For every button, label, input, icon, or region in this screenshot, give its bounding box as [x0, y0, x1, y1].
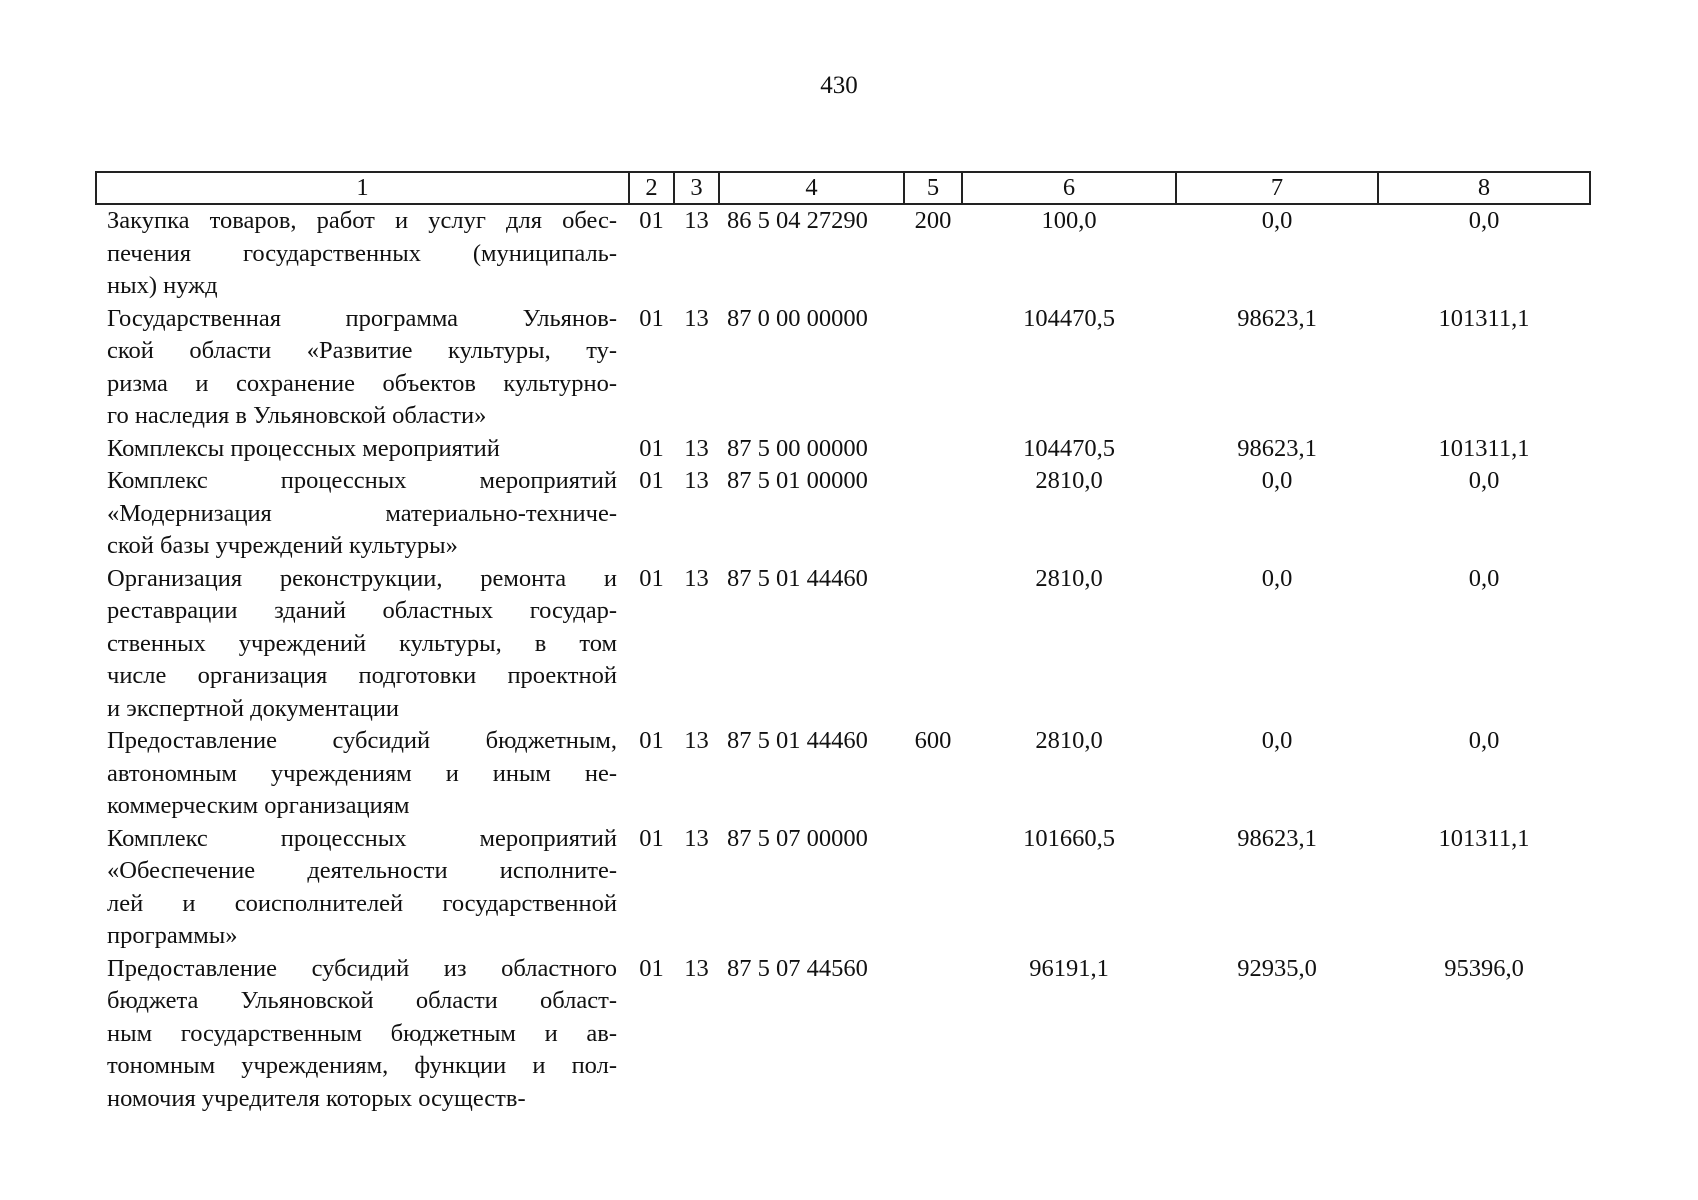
amount-year2-cell: 92935,0: [1237, 954, 1317, 982]
target-article-cell: 87 5 00 00000: [727, 434, 868, 462]
row-name-line: бюджета Ульяновской области област-: [107, 987, 617, 1014]
amount-year3-cell: 101311,1: [1438, 434, 1530, 462]
table-row: [96, 725, 1590, 823]
budget-table: [95, 171, 1591, 1115]
table-row: [96, 953, 1590, 1116]
row-name-line: Государственная программа Ульянов-: [107, 304, 617, 332]
subsection-code-cell: 13: [684, 727, 709, 754]
target-article-cell: 87 5 01 00000: [727, 467, 868, 494]
row-name-line: Закупка товаров, работ и услуг для обес-: [107, 207, 617, 234]
section-code-cell: 01: [639, 727, 664, 754]
row-name-line: ской базы учреждений культуры»: [107, 532, 458, 559]
row-name-line: ных) нужд: [107, 272, 218, 299]
amount-year3-cell: 0,0: [1468, 207, 1500, 234]
amount-year3-cell: 95396,0: [1444, 954, 1524, 982]
expense-type-cell: 600: [914, 727, 952, 754]
expense-type-cell: 200: [914, 207, 952, 234]
target-article-cell: 87 5 07 00000: [727, 824, 868, 852]
target-article-cell: 87 0 00 00000: [727, 304, 868, 332]
row-name-line: лей и соисполнителей государственной: [107, 889, 617, 917]
row-name-line: реставрации зданий областных государ-: [107, 597, 617, 624]
row-name-line: Комплекс процессных мероприятий: [107, 467, 617, 494]
row-name-line: автономным учреждениям и иным не-: [107, 759, 617, 787]
target-article-cell: 87 5 07 44560: [727, 954, 868, 982]
row-name-line: го наследия в Ульяновской области»: [107, 402, 487, 429]
amount-year1-cell: 101660,5: [1023, 824, 1115, 852]
column-header: 2: [629, 172, 674, 204]
row-name-line: программы»: [107, 922, 238, 949]
target-article-cell: 86 5 04 27290: [727, 207, 868, 234]
amount-year1-cell: 96191,1: [1029, 954, 1109, 982]
column-header: 8: [1378, 172, 1590, 204]
column-header: 7: [1176, 172, 1378, 204]
amount-year3-cell: 0,0: [1468, 467, 1500, 494]
row-name-cell: [96, 433, 629, 466]
amount-year1-cell: 100,0: [1041, 207, 1097, 234]
row-name-cell: [96, 204, 629, 303]
expense-type-cell: [904, 563, 962, 726]
amount-year1-cell: 2810,0: [1035, 467, 1103, 494]
target-article-cell: 87 5 01 44460: [727, 564, 868, 592]
amount-year2-cell: 0,0: [1261, 467, 1293, 494]
amount-year3-cell: 101311,1: [1438, 824, 1530, 852]
section-code-cell: 01: [639, 824, 664, 852]
row-name-cell: [96, 563, 629, 726]
row-name-line: «Обеспечение деятельности исполните-: [107, 857, 617, 884]
row-name-line: номочия учредителя которых осуществ-: [107, 1084, 526, 1112]
section-code-cell: 01: [639, 207, 664, 234]
subsection-code-cell: 13: [684, 467, 709, 494]
target-article-cell: 87 5 01 44460: [727, 727, 868, 754]
column-header: 1: [96, 172, 629, 204]
column-header: 4: [719, 172, 904, 204]
amount-year2-cell: 98623,1: [1237, 304, 1317, 332]
row-name-line: тономным учреждениям, функции и пол-: [107, 1052, 617, 1079]
row-name-line: ственных учреждений культуры, в том: [107, 629, 617, 657]
row-name-line: Комплексы процессных мероприятий: [107, 434, 500, 462]
section-code-cell: 01: [639, 434, 664, 462]
column-header: 6: [962, 172, 1176, 204]
page-number: 430: [820, 72, 858, 99]
amount-year1-cell: 104470,5: [1023, 434, 1115, 462]
row-name-cell: [96, 953, 629, 1116]
expense-type-cell: [904, 433, 962, 466]
amount-year2-cell: 0,0: [1261, 207, 1293, 234]
row-name-line: ным государственным бюджетным и ав-: [107, 1019, 617, 1047]
section-code-cell: 01: [639, 564, 664, 592]
row-name-cell: [96, 725, 629, 823]
column-header: 5: [904, 172, 962, 204]
amount-year2-cell: 98623,1: [1237, 434, 1317, 462]
table-header-row: [96, 172, 1590, 204]
table-row: [96, 563, 1590, 726]
row-name-line: печения государственных (муниципаль-: [107, 239, 617, 267]
expense-type-cell: [904, 823, 962, 953]
subsection-code-cell: 13: [684, 304, 709, 332]
row-name-line: ской области «Развитие культуры, ту-: [107, 337, 617, 364]
row-name-cell: [96, 823, 629, 953]
row-name-line: Предоставление субсидий бюджетным,: [107, 727, 617, 754]
amount-year1-cell: 2810,0: [1035, 727, 1103, 754]
table-row: [96, 823, 1590, 953]
section-code-cell: 01: [639, 467, 664, 494]
column-header: 3: [674, 172, 719, 204]
section-code-cell: 01: [639, 954, 664, 982]
amount-year3-cell: 0,0: [1468, 564, 1500, 592]
row-name-cell: [96, 303, 629, 433]
row-name-line: коммерческим организациям: [107, 792, 410, 819]
amount-year2-cell: 0,0: [1261, 564, 1293, 592]
row-name-line: и экспертной документации: [107, 694, 400, 722]
subsection-code-cell: 13: [684, 434, 709, 462]
table-row: [96, 303, 1590, 433]
expense-type-cell: [904, 465, 962, 563]
amount-year2-cell: 98623,1: [1237, 824, 1317, 852]
table-row: [96, 433, 1590, 466]
row-name-cell: [96, 465, 629, 563]
row-name-line: Организация реконструкции, ремонта и: [107, 564, 617, 592]
amount-year3-cell: 0,0: [1468, 727, 1500, 754]
expense-type-cell: [904, 303, 962, 433]
section-code-cell: 01: [639, 304, 664, 332]
table-row: [96, 204, 1590, 303]
row-name-line: Предоставление субсидий из областного: [107, 954, 617, 982]
subsection-code-cell: 13: [684, 207, 709, 234]
subsection-code-cell: 13: [684, 564, 709, 592]
subsection-code-cell: 13: [684, 824, 709, 852]
row-name-line: Комплекс процессных мероприятий: [107, 824, 617, 852]
row-name-line: «Модернизация материально-техниче-: [107, 499, 617, 527]
amount-year3-cell: 101311,1: [1438, 304, 1530, 332]
row-name-line: числе организация подготовки проектной: [107, 662, 617, 689]
row-name-line: ризма и сохранение объектов культурно-: [107, 369, 617, 397]
expense-type-cell: [904, 953, 962, 1116]
table-body: [96, 204, 1590, 1115]
amount-year1-cell: 2810,0: [1035, 564, 1103, 592]
subsection-code-cell: 13: [684, 954, 709, 982]
amount-year1-cell: 104470,5: [1023, 304, 1115, 332]
table-row: [96, 465, 1590, 563]
amount-year2-cell: 0,0: [1261, 727, 1293, 754]
